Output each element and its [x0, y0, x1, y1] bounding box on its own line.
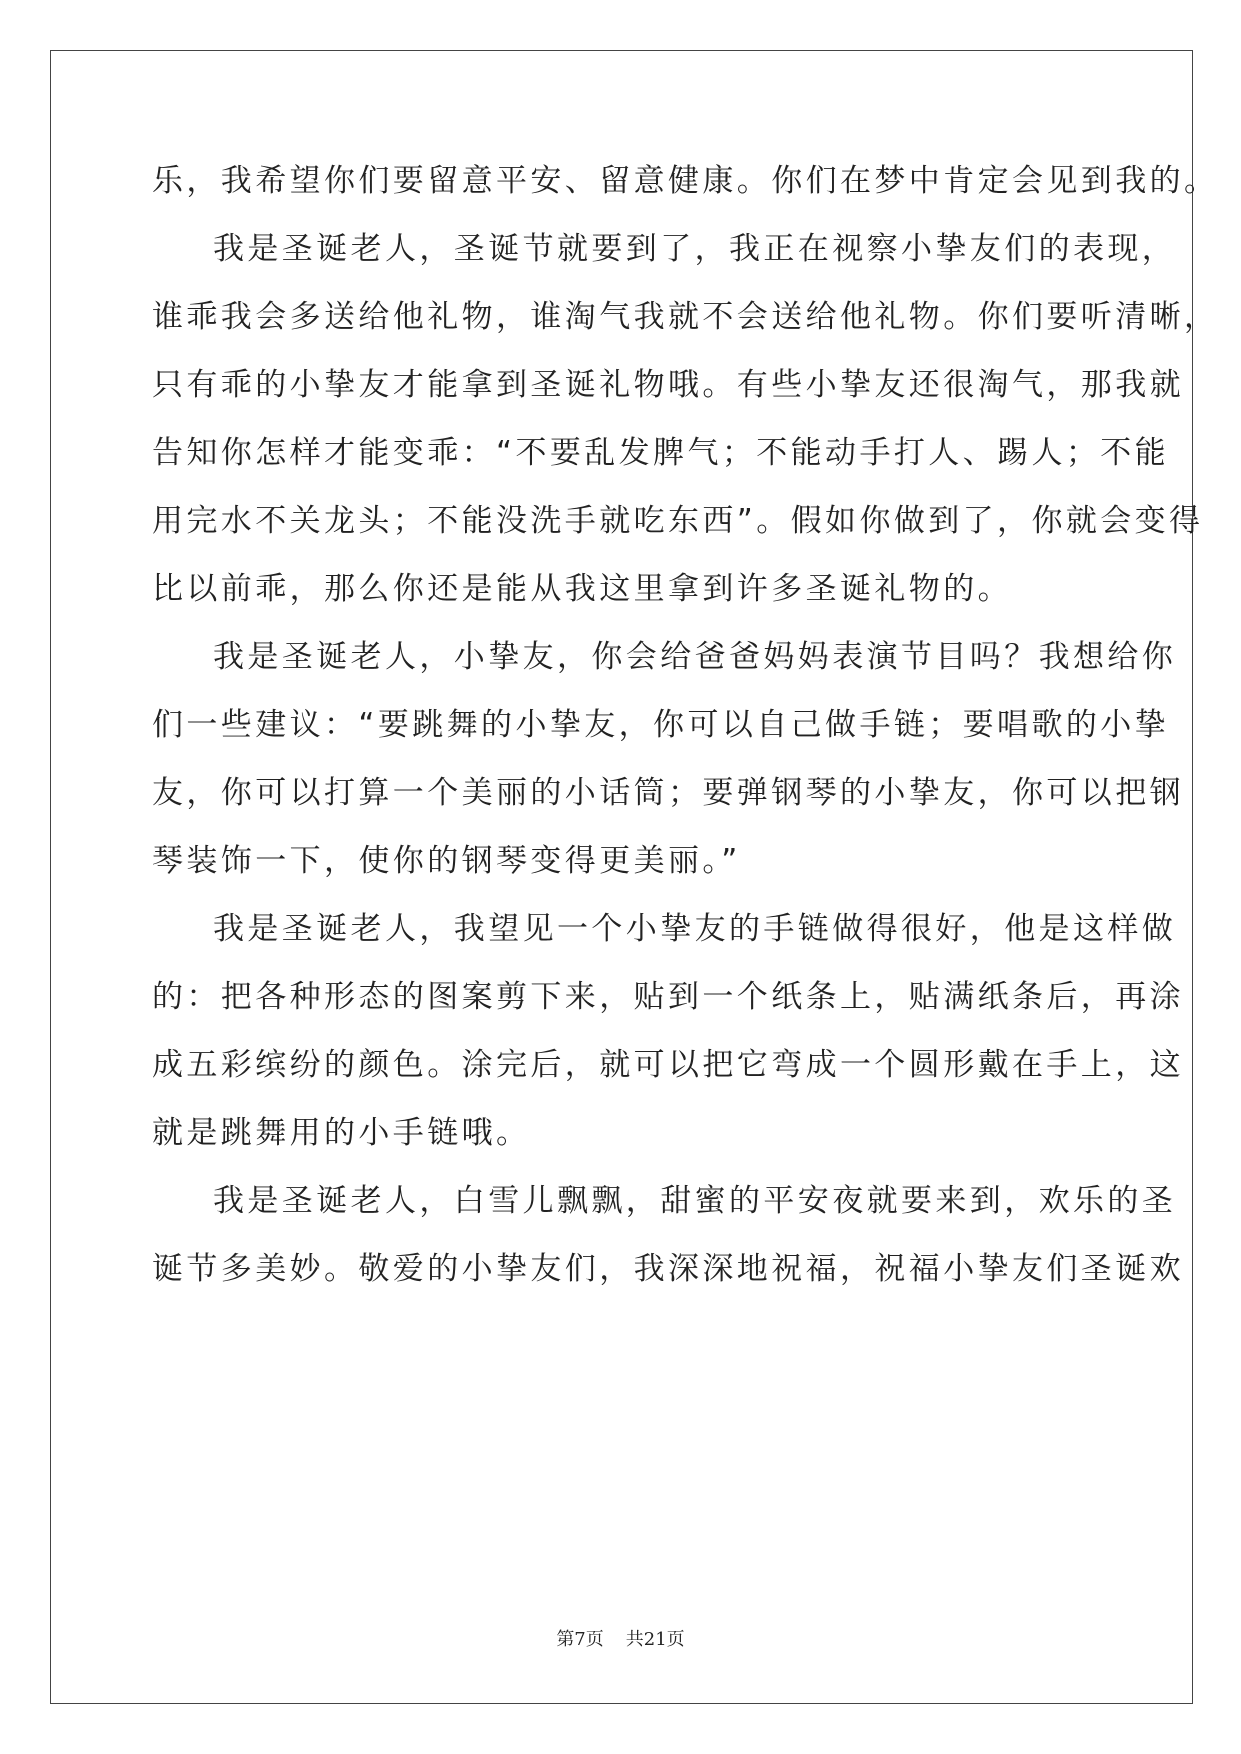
body-line: 告知你怎样才能变乖：“不要乱发脾气；不能动手打人、踢人；不能 [152, 435, 1170, 471]
paragraph-first-line: 我是圣诞老人，圣诞节就要到了，我正在视察小挚友们的表现， [213, 231, 1177, 267]
body-line: 诞节多美妙。敬爱的小挚友们，我深深地祝福，祝福小挚友们圣诞欢 [152, 1251, 1184, 1287]
page-total: 共21页 [625, 1629, 685, 1650]
paragraph-first-line: 我是圣诞老人，小挚友，你会给爸爸妈妈表演节目吗？我想给你 [213, 639, 1177, 675]
body-line: 就是跳舞用的小手链哦。 [152, 1115, 531, 1151]
page-footer [0, 1628, 1241, 1652]
body-line: 琴装饰一下，使你的钢琴变得更美丽。” [152, 843, 741, 879]
body-line: 只有乖的小挚友才能拿到圣诞礼物哦。有些小挚友还很淘气，那我就 [152, 367, 1184, 403]
body-line: 谁乖我会多送给他礼物，谁淘气我就不会送给他礼物。你们要听清晰， [152, 299, 1219, 335]
body-line: 比以前乖，那么你还是能从我这里拿到许多圣诞礼物的。 [152, 571, 1012, 607]
paragraph-first-line: 我是圣诞老人，白雪儿飘飘，甜蜜的平安夜就要来到，欢乐的圣 [213, 1183, 1177, 1219]
body-line: 成五彩缤纷的颜色。涂完后，就可以把它弯成一个圆形戴在手上，这 [152, 1047, 1184, 1083]
body-line: 用完水不关龙头；不能没洗手就吃东西”。假如你做到了，你就会变得 [152, 503, 1204, 539]
page-number: 第7页 [556, 1629, 604, 1650]
body-line: 乐，我希望你们要留意平安、留意健康。你们在梦中肯定会见到我的。 [152, 163, 1219, 199]
body-line: 友，你可以打算一个美丽的小话筒；要弹钢琴的小挚友，你可以把钢 [152, 775, 1184, 811]
paragraph-first-line: 我是圣诞老人，我望见一个小挚友的手链做得很好，他是这样做 [213, 911, 1177, 947]
body-line: 们一些建议：“要跳舞的小挚友，你可以自己做手链；要唱歌的小挚 [152, 707, 1170, 743]
body-line: 的：把各种形态的图案剪下来，贴到一个纸条上，贴满纸条后，再涂 [152, 979, 1184, 1015]
